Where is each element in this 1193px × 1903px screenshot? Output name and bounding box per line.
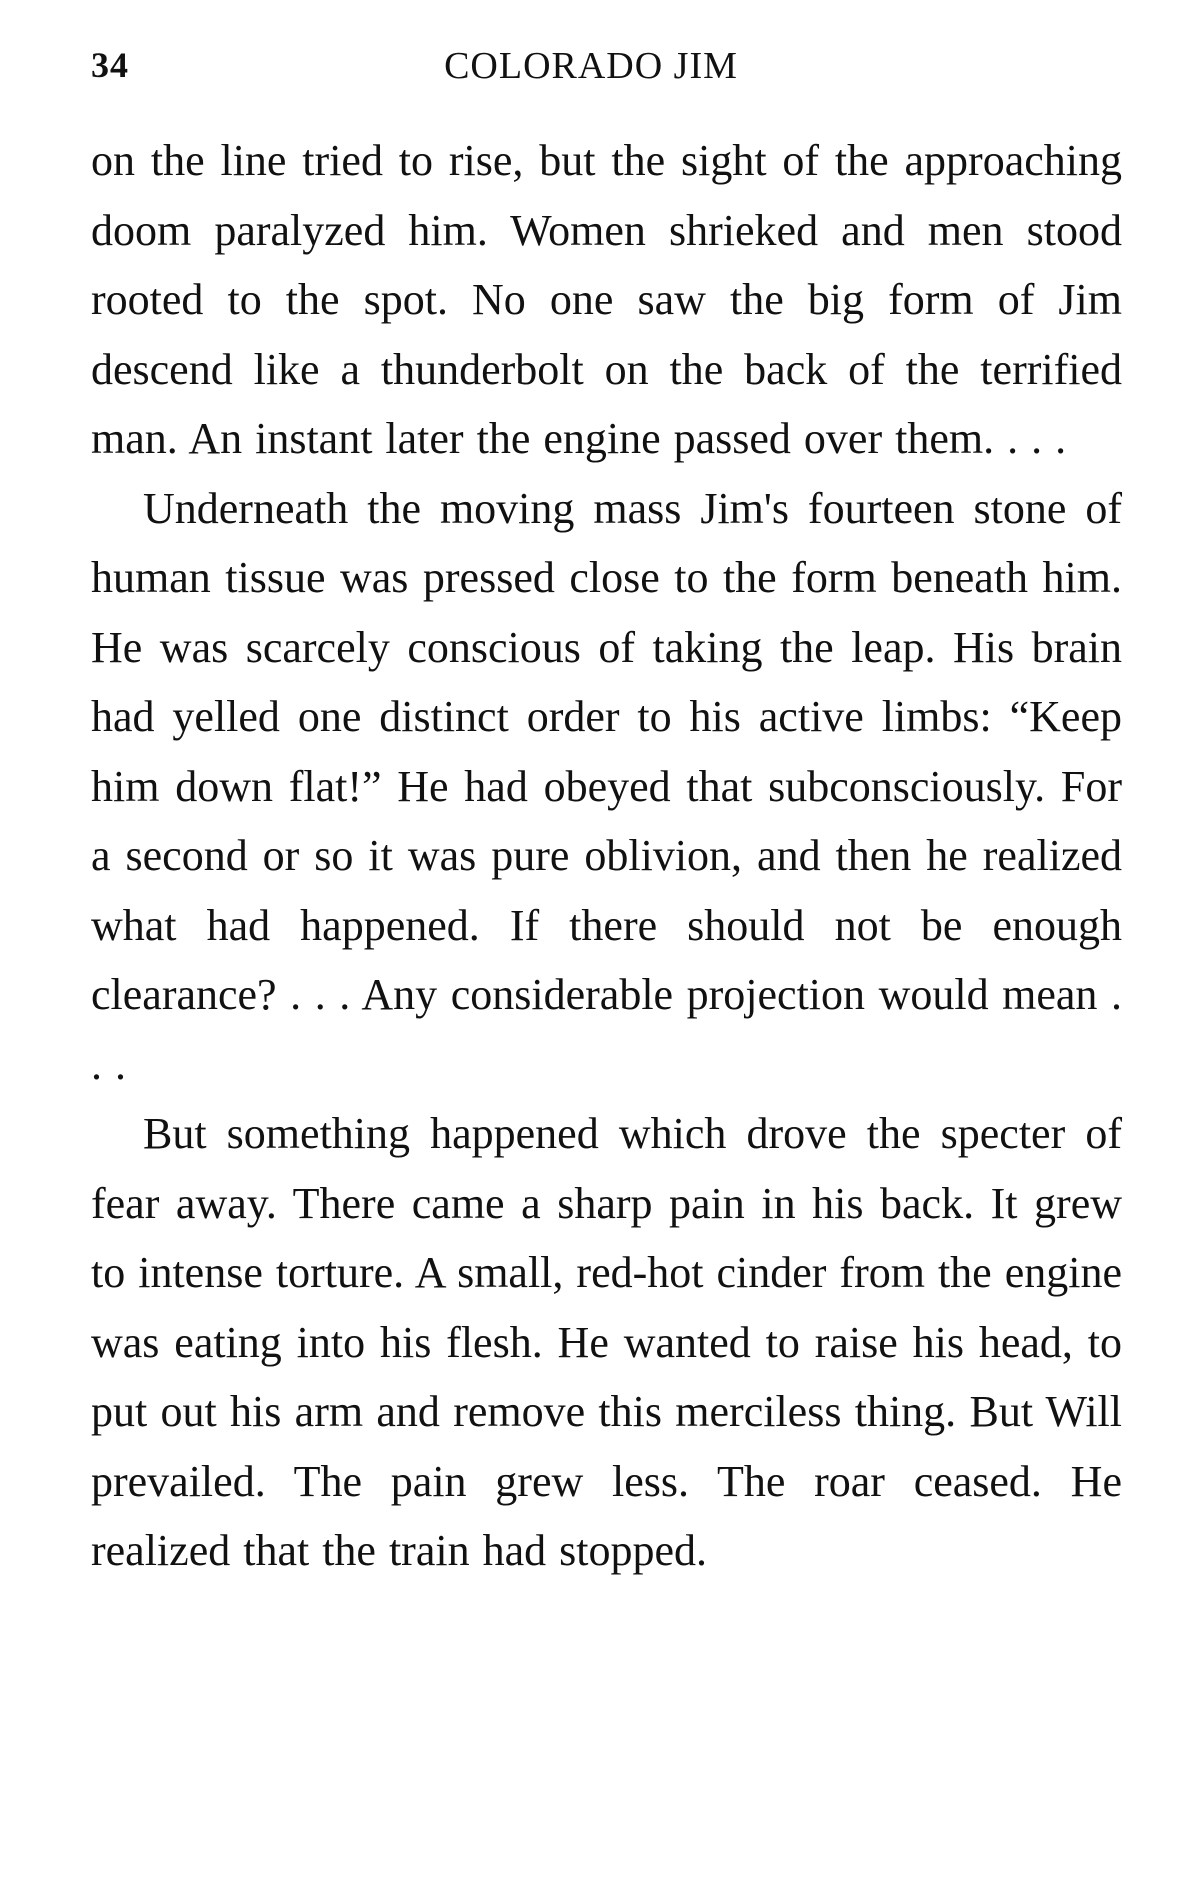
body-text <box>91 126 1122 1586</box>
page-number: 34 <box>91 45 129 85</box>
running-title: COLORADO JIM <box>444 45 738 87</box>
paragraph: Underneath the moving mass Jim's fourteen stone of human tissue was pressed close to the form beneath him. He was scarcely conscious of taking the leap. His brain had yelled one distinct order to his active limbs: “Keep him down flat!” He had obeyed that subconsciously. For a second or so it was pure oblivion, and then he realized what had happened. If there should not be enough clearance? . . . Any considerable projection would mean . . . <box>91 483 1122 1089</box>
page-header <box>91 36 1121 96</box>
paragraph: But something happened which drove the specter of fear away. There came a sharp pain in his back. It grew to intense torture. A small, red-hot cinder from the engine was eating into his flesh. He wanted to raise his head, to put out his arm and remove this merciless thing. But Will prevailed. The pain grew less. The roar ceased. He realized that the train had stopped. <box>91 1109 1122 1575</box>
paragraph-continued: on the line tried to rise, but the sight of the approaching doom paralyzed him. Women shrieked and men stood rooted to the spot. No one saw the big form of Jim descend like a thunderbolt on the back of the terrified man. An instant later the engine passed over them. . . . <box>91 136 1122 463</box>
